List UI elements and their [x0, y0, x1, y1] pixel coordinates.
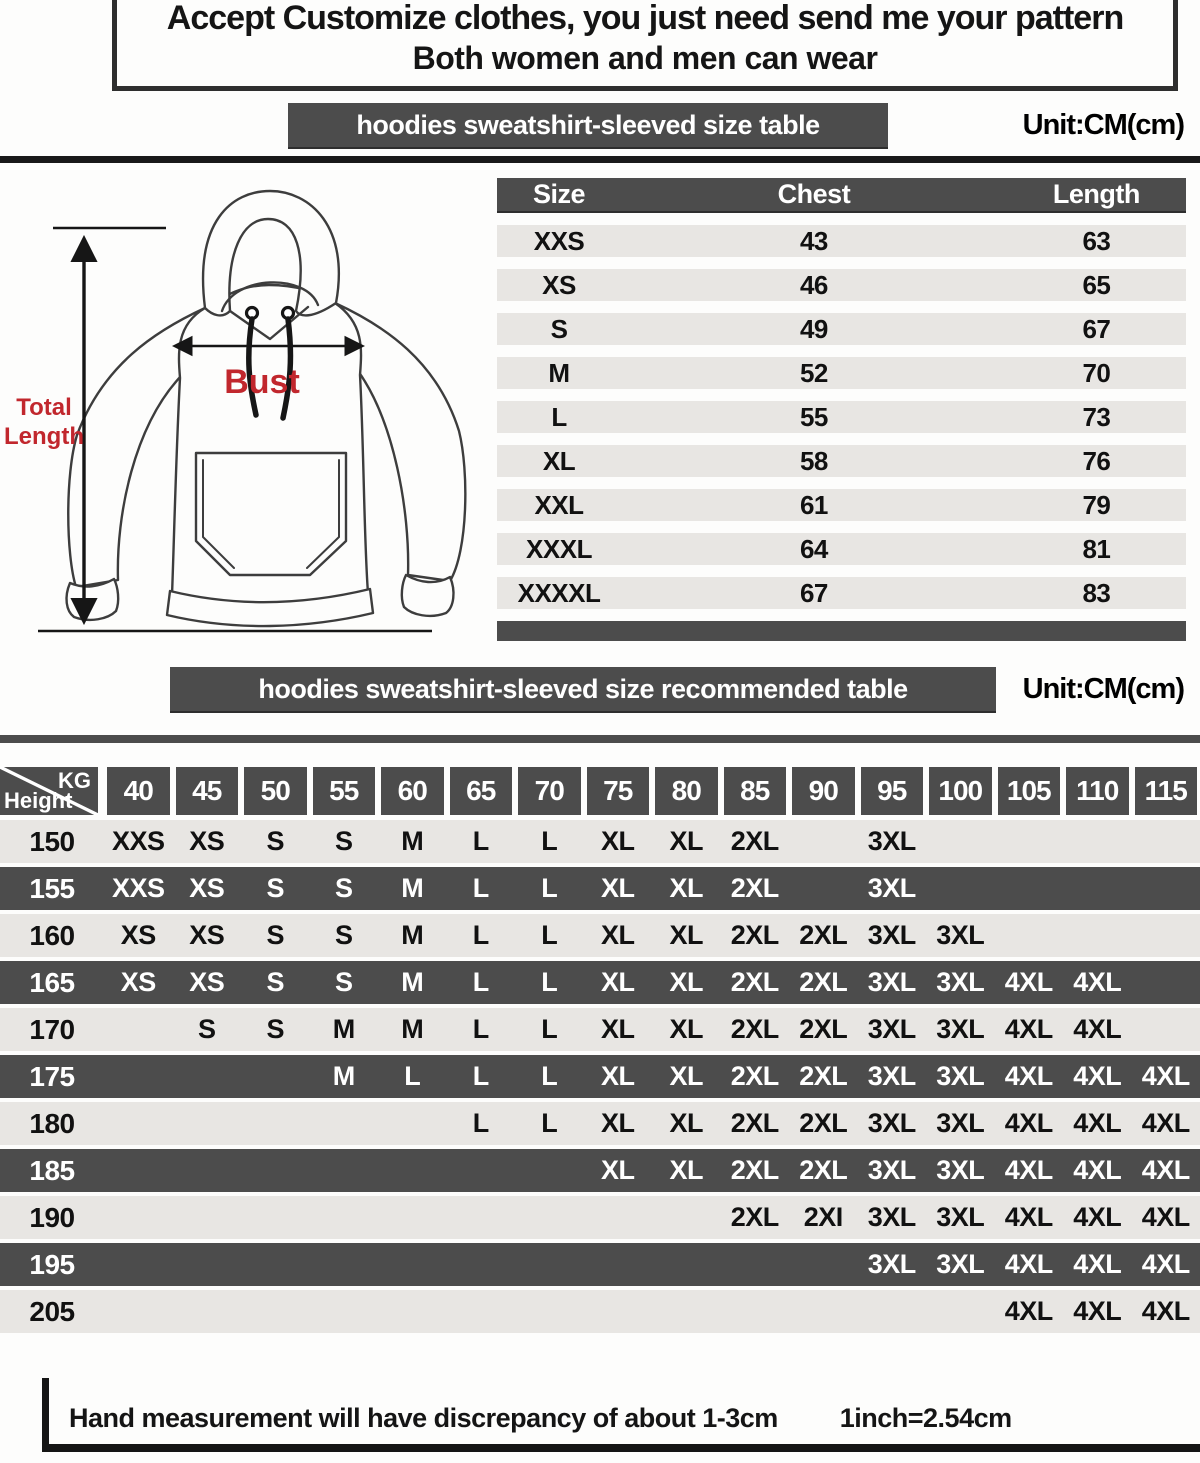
weight-header-cell: [241, 767, 310, 815]
size-value-cell: L: [541, 1014, 558, 1044]
chest-cell: 67: [799, 577, 828, 608]
reco-table-row: [0, 1196, 1200, 1239]
size-value-cell: L: [472, 1108, 489, 1138]
size-value-cell: M: [401, 920, 424, 950]
size-value-cell: 2XL: [730, 1202, 779, 1232]
section-divider: [0, 156, 1200, 163]
weight-header-cell: [789, 767, 858, 815]
weight-header-cell: [1063, 767, 1132, 815]
size-value-cell: 3XL: [867, 1061, 916, 1091]
size-value-cell: 2XL: [730, 1061, 779, 1091]
size-value-cell: 2XL: [730, 826, 779, 856]
size-value-cell: 3XL: [867, 1249, 916, 1279]
chest-cell: 43: [799, 225, 828, 256]
size-cell: XL: [542, 445, 576, 476]
size-value-cell: 3XL: [867, 873, 916, 903]
size-value-cell: 4XL: [1073, 1202, 1122, 1232]
size-value-cell: 3XL: [936, 1014, 985, 1044]
weight-header-label: 80: [655, 767, 718, 815]
size-value-cell: XS: [189, 873, 225, 903]
size-table-row: [497, 577, 1186, 609]
length-cell: 83: [1082, 577, 1111, 608]
weight-header-label: 100: [929, 767, 992, 815]
total-length-label-line2: Length: [4, 423, 84, 450]
reco-table-banner: hoodies sweatshirt-sleeved size recommended table: [170, 667, 996, 711]
size-value-cell: XS: [189, 826, 225, 856]
size-value-cell: 3XL: [867, 1202, 916, 1232]
size-value-cell: 2XL: [799, 1014, 848, 1044]
chest-cell: 64: [799, 533, 828, 564]
weight-header-label: 60: [381, 767, 444, 815]
weight-header-cell: [995, 767, 1064, 815]
size-value-cell: 2XL: [799, 1061, 848, 1091]
height-row-label: 205: [29, 1295, 75, 1327]
size-value-cell: XXS: [111, 826, 165, 856]
size-value-cell: L: [541, 826, 558, 856]
size-value-cell: 3XL: [867, 1155, 916, 1185]
size-value-cell: XL: [669, 1061, 703, 1091]
height-row-label: 180: [29, 1107, 75, 1139]
size-value-cell: 3XL: [936, 1108, 985, 1138]
size-value-cell: XL: [669, 1155, 703, 1185]
size-value-cell: 4XL: [1073, 967, 1122, 997]
weight-header-cell: [926, 767, 995, 815]
size-value-cell: 2XL: [730, 1108, 779, 1138]
height-row-label: 170: [29, 1013, 75, 1045]
size-value-cell: 4XL: [1073, 1061, 1122, 1091]
weight-header-cell: [104, 767, 173, 815]
size-value-cell: M: [401, 967, 424, 997]
reco-table-row: [0, 961, 1200, 1004]
weight-header-label: 45: [176, 767, 239, 815]
footer-note-box: [42, 1378, 1200, 1452]
size-value-cell: XL: [600, 1061, 635, 1091]
size-cell: S: [550, 313, 568, 344]
weight-header-cell: [173, 767, 242, 815]
weight-header-cell: [721, 767, 790, 815]
reco-table-header: [0, 767, 1200, 815]
size-column-header: Size: [532, 179, 586, 209]
size-value-cell: 4XL: [1141, 1155, 1190, 1185]
weight-header-label: 90: [792, 767, 855, 815]
size-value-cell: L: [541, 1108, 558, 1138]
size-cell: M: [548, 357, 570, 388]
size-value-cell: L: [541, 967, 558, 997]
size-table-row: [497, 225, 1186, 257]
size-value-cell: XL: [600, 1155, 635, 1185]
size-value-cell: M: [401, 873, 424, 903]
height-axis-label: Height: [4, 788, 73, 813]
weight-header-label: 75: [587, 767, 650, 815]
measurement-discrepancy-note: Hand measurement will have discrepancy of about 1-3cm: [69, 1403, 778, 1433]
unit-cm-label: Unit:CM(cm): [1022, 108, 1184, 141]
header-frame: [112, 0, 1178, 91]
reco-table-row: [0, 1290, 1200, 1333]
size-value-cell: 4XL: [1004, 1014, 1053, 1044]
weight-header-cell: [858, 767, 927, 815]
size-value-cell: 2XL: [730, 1155, 779, 1185]
weight-header-label: 95: [861, 767, 924, 815]
size-value-cell: L: [541, 1061, 558, 1091]
size-value-cell: M: [401, 1014, 424, 1044]
weight-header-label: 105: [998, 767, 1061, 815]
weight-header-label: 85: [724, 767, 787, 815]
reco-table-row: [0, 820, 1200, 863]
weight-header-label: 70: [518, 767, 581, 815]
size-value-cell: 2XL: [799, 920, 848, 950]
size-value-cell: 4XL: [1004, 1249, 1053, 1279]
size-value-cell: XL: [600, 920, 635, 950]
weight-header-cell: [310, 767, 379, 815]
height-row-label: 160: [29, 919, 75, 951]
weight-header-cell: [652, 767, 721, 815]
size-value-cell: S: [266, 967, 284, 997]
size-value-cell: L: [472, 1061, 489, 1091]
inch-conversion-note: 1inch=2.54cm: [839, 1403, 1012, 1433]
reco-table-row: [0, 914, 1200, 957]
total-length-label-line1: Total: [16, 394, 72, 421]
reco-table-row: [0, 1055, 1200, 1098]
size-value-cell: XS: [189, 967, 225, 997]
size-value-cell: L: [472, 967, 489, 997]
size-value-cell: 3XL: [936, 967, 985, 997]
chest-cell: 61: [799, 489, 828, 520]
weight-header-label: 40: [107, 767, 170, 815]
header-line-1: Accept Customize clothes, you just need send me your pattern: [166, 0, 1124, 37]
size-value-cell: 4XL: [1004, 967, 1053, 997]
header-line-2: Both women and men can wear: [412, 40, 878, 76]
chest-column-header: Chest: [777, 179, 851, 209]
size-value-cell: 4XL: [1073, 1108, 1122, 1138]
size-cell: XXXL: [526, 533, 592, 564]
length-cell: 65: [1082, 269, 1111, 300]
size-value-cell: 4XL: [1004, 1296, 1053, 1326]
size-table-row: [497, 533, 1186, 565]
size-value-cell: 2XL: [730, 1014, 779, 1044]
size-value-cell: L: [541, 920, 558, 950]
kg-height-corner-cell: [0, 767, 98, 815]
kg-axis-label: KG: [58, 768, 91, 793]
size-value-cell: M: [332, 1014, 355, 1044]
size-value-cell: 3XL: [867, 967, 916, 997]
size-cell: L: [551, 401, 567, 432]
size-table: [497, 163, 1186, 653]
height-row-label: 175: [29, 1060, 75, 1092]
size-value-cell: S: [334, 873, 353, 903]
size-value-cell: S: [197, 1014, 216, 1044]
size-value-cell: 2XL: [799, 967, 848, 997]
size-value-cell: 3XL: [936, 1155, 985, 1185]
size-value-cell: XL: [669, 1108, 703, 1138]
size-value-cell: 4XL: [1004, 1202, 1053, 1232]
size-cell: XXS: [533, 225, 585, 256]
size-value-cell: L: [472, 920, 489, 950]
size-cell: XXL: [534, 489, 584, 520]
weight-header-cell: [584, 767, 653, 815]
size-value-cell: S: [266, 826, 284, 856]
size-value-cell: XL: [600, 967, 635, 997]
size-value-cell: 2XI: [803, 1202, 843, 1232]
size-value-cell: S: [334, 967, 353, 997]
length-cell: 76: [1082, 445, 1111, 476]
length-cell: 79: [1082, 489, 1111, 520]
weight-header-cell: [378, 767, 447, 815]
size-value-cell: XL: [600, 1014, 635, 1044]
weight-header-label: 55: [313, 767, 376, 815]
size-value-cell: XL: [669, 826, 703, 856]
height-row-label: 190: [29, 1201, 75, 1233]
hoodie-measurement-diagram: [0, 163, 497, 653]
size-table-header: [497, 178, 1186, 211]
size-value-cell: 3XL: [867, 1014, 916, 1044]
size-value-cell: 4XL: [1141, 1296, 1190, 1326]
size-value-cell: XS: [189, 920, 225, 950]
size-value-cell: L: [472, 873, 489, 903]
size-value-cell: 3XL: [867, 826, 916, 856]
chest-cell: 49: [799, 313, 828, 344]
reco-table-row: [0, 1008, 1200, 1051]
size-value-cell: 4XL: [1073, 1249, 1122, 1279]
size-value-cell: 2XL: [730, 967, 779, 997]
size-value-cell: 4XL: [1004, 1061, 1053, 1091]
height-row-label: 155: [29, 872, 75, 904]
size-cell: XS: [542, 269, 576, 300]
size-table-body: [497, 225, 1186, 609]
size-value-cell: XL: [669, 873, 703, 903]
reco-table-body: [0, 820, 1200, 1333]
size-value-cell: L: [472, 826, 489, 856]
length-column-header: Length: [1052, 179, 1140, 209]
size-value-cell: 3XL: [936, 1061, 985, 1091]
chest-cell: 55: [799, 401, 828, 432]
size-value-cell: 4XL: [1141, 1202, 1190, 1232]
size-value-cell: 3XL: [936, 1202, 985, 1232]
size-value-cell: 2XL: [730, 920, 779, 950]
height-row-label: 185: [29, 1154, 75, 1186]
size-value-cell: XL: [669, 967, 703, 997]
height-row-label: 195: [29, 1248, 75, 1280]
chest-cell: 46: [799, 269, 828, 300]
size-value-cell: 4XL: [1004, 1155, 1053, 1185]
size-value-cell: 4XL: [1073, 1014, 1122, 1044]
size-value-cell: L: [472, 1014, 489, 1044]
size-cell: XXXXL: [517, 577, 601, 608]
reco-table-row: [0, 1149, 1200, 1192]
height-row-label: 165: [29, 966, 75, 998]
size-value-cell: 3XL: [867, 1108, 916, 1138]
size-value-cell: 3XL: [936, 920, 985, 950]
size-value-cell: S: [266, 920, 284, 950]
weight-header-cell: [447, 767, 516, 815]
weight-header-cell: [515, 767, 584, 815]
size-value-cell: XXS: [111, 873, 165, 903]
size-value-cell: 4XL: [1073, 1155, 1122, 1185]
bust-label: Bust: [224, 363, 300, 401]
size-value-cell: S: [334, 920, 353, 950]
size-table-banner-row: [0, 103, 1200, 147]
size-value-cell: M: [401, 826, 424, 856]
size-table-row: [497, 357, 1186, 389]
hoodie-line-drawing: [0, 163, 497, 653]
reco-table-row: [0, 1243, 1200, 1286]
length-cell: 70: [1082, 357, 1111, 388]
size-table-row: [497, 269, 1186, 301]
size-value-cell: M: [332, 1061, 355, 1091]
length-cell: 63: [1082, 225, 1111, 256]
size-value-cell: 4XL: [1141, 1249, 1190, 1279]
size-value-cell: XS: [120, 967, 156, 997]
reco-table-row: [0, 867, 1200, 910]
length-cell: 73: [1082, 401, 1111, 432]
size-value-cell: S: [266, 873, 284, 903]
size-table-row: [497, 489, 1186, 521]
size-value-cell: 4XL: [1004, 1108, 1053, 1138]
size-value-cell: XL: [600, 1108, 635, 1138]
size-table-row: [497, 401, 1186, 433]
size-value-cell: XS: [120, 920, 156, 950]
weight-header-label: 115: [1135, 767, 1198, 815]
size-table-footer-bar: [497, 621, 1186, 641]
size-value-cell: XL: [600, 873, 635, 903]
size-value-cell: XL: [669, 1014, 703, 1044]
length-cell: 67: [1082, 313, 1111, 344]
size-value-cell: 2XL: [799, 1108, 848, 1138]
size-value-cell: XL: [600, 826, 635, 856]
hoodie-outline: [67, 191, 466, 626]
measurement-section: [0, 163, 1200, 653]
size-value-cell: 4XL: [1141, 1108, 1190, 1138]
size-value-cell: 3XL: [936, 1249, 985, 1279]
size-value-cell: 2XL: [730, 873, 779, 903]
size-value-cell: L: [404, 1061, 421, 1091]
reco-table-banner-row: [0, 667, 1200, 711]
size-value-cell: XL: [669, 920, 703, 950]
weight-header-label: 50: [244, 767, 307, 815]
size-value-cell: S: [266, 1014, 284, 1044]
size-value-cell: L: [541, 873, 558, 903]
weight-header-label: 65: [450, 767, 513, 815]
chest-cell: 52: [799, 357, 828, 388]
unit-cm-label-2: Unit:CM(cm): [1022, 672, 1184, 705]
weight-header-cell: [1132, 767, 1200, 815]
chest-cell: 58: [799, 445, 828, 476]
size-table-row: [497, 313, 1186, 345]
height-row-label: 150: [29, 825, 75, 857]
size-value-cell: S: [334, 826, 353, 856]
size-value-cell: 2XL: [799, 1155, 848, 1185]
size-value-cell: 4XL: [1141, 1061, 1190, 1091]
length-cell: 81: [1082, 533, 1111, 564]
weight-header-label: 110: [1066, 767, 1129, 815]
size-table-banner: hoodies sweatshirt-sleeved size table: [288, 103, 888, 147]
reco-table-row: [0, 1102, 1200, 1145]
size-value-cell: 4XL: [1073, 1296, 1122, 1326]
size-table-row: [497, 445, 1186, 477]
reco-table-top-bar: [0, 735, 1200, 743]
size-value-cell: 3XL: [867, 920, 916, 950]
